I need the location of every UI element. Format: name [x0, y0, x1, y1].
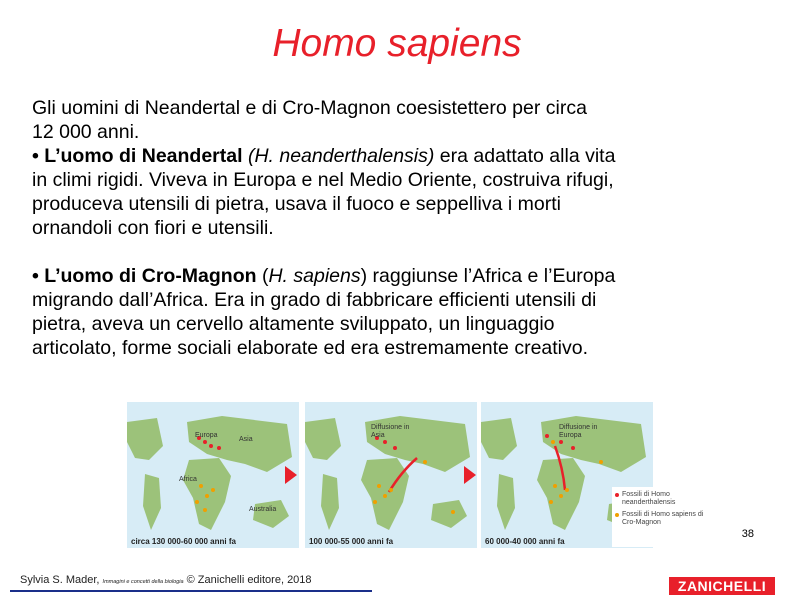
legend-label: Fossili di Homo sapiens di Cro-Magnon [622, 511, 704, 526]
slide-title: Homo sapiens [272, 22, 522, 65]
arrow-icon [285, 466, 297, 484]
map-label: Europa [195, 432, 218, 439]
text-line: Gli uomini di Neandertal e di Cro-Magnon coesistettero per circa [32, 97, 587, 119]
species-name: H. sapiens [268, 265, 361, 287]
map-asia-diffusion [305, 402, 477, 548]
bullet-line [32, 264, 767, 288]
legend-dot-icon [615, 493, 619, 497]
page-number: 38 [741, 528, 754, 540]
footer-author: Sylvia S. Mader, [20, 574, 103, 586]
world-map-icon [127, 402, 299, 548]
legend-label: Fossili di Homo neanderthalensis [622, 491, 676, 506]
footer-publisher: © Zanichelli editore, 2018 [183, 574, 312, 586]
text-line: articolato, forme sociali elaborate ed era estremamente creativo. [32, 337, 589, 359]
text-fragment: ) raggiunse l’Africa e l’Europa [360, 265, 616, 287]
map-label: Africa [179, 476, 197, 483]
map-label: Asia [239, 436, 253, 443]
map-label: Australia [249, 506, 277, 513]
text-line: produceva utensili di pietra, usava il fuoco e seppelliva i morti [32, 193, 561, 215]
legend-dot-icon [615, 513, 619, 517]
map-caption: 100 000-55 000 anni fa [309, 537, 394, 546]
text-fragment: ( [256, 265, 269, 287]
text-line: 12 000 anni. [32, 121, 140, 143]
footer-divider [10, 590, 372, 592]
bullet-heading: • L’uomo di Cro-Magnon [32, 265, 257, 287]
legend-item [612, 491, 717, 507]
map-caption: 60 000-40 000 anni fa [485, 537, 565, 546]
species-name: (H. neanderthalensis) [242, 145, 435, 167]
paragraph-neandertal [32, 96, 767, 240]
bullet-line [32, 144, 767, 168]
footer-book-title: Immagini e concetti della biologia [102, 579, 184, 585]
map-caption: circa 130 000-60 000 anni fa [131, 537, 236, 546]
text-line: in climi rigidi. Viveva in Europa e nel Medio Oriente, costruiva rifugi, [32, 169, 614, 191]
text-line: ornandoli con fiori e utensili. [32, 217, 274, 239]
publisher-logo: ZANICHELLI [669, 577, 775, 595]
text-line: migrando dall’Africa. Era in grado di fabbricare efficienti utensili di [32, 289, 597, 311]
arrow-icon [464, 466, 476, 484]
text-line: pietra, aveva un cervello altamente sviluppato, un linguaggio [32, 313, 555, 335]
legend-item [612, 511, 717, 527]
map-legend [612, 487, 717, 547]
map-label: Diffusione in Europa [559, 424, 598, 439]
map-neandertal [127, 402, 299, 548]
map-label: Diffusione in Asia [371, 424, 410, 439]
paragraph-cro-magnon [32, 264, 767, 360]
text-fragment: era adattato alla vita [434, 145, 616, 167]
bullet-heading: • L’uomo di Neandertal [32, 145, 243, 167]
footer-credit [20, 574, 312, 586]
